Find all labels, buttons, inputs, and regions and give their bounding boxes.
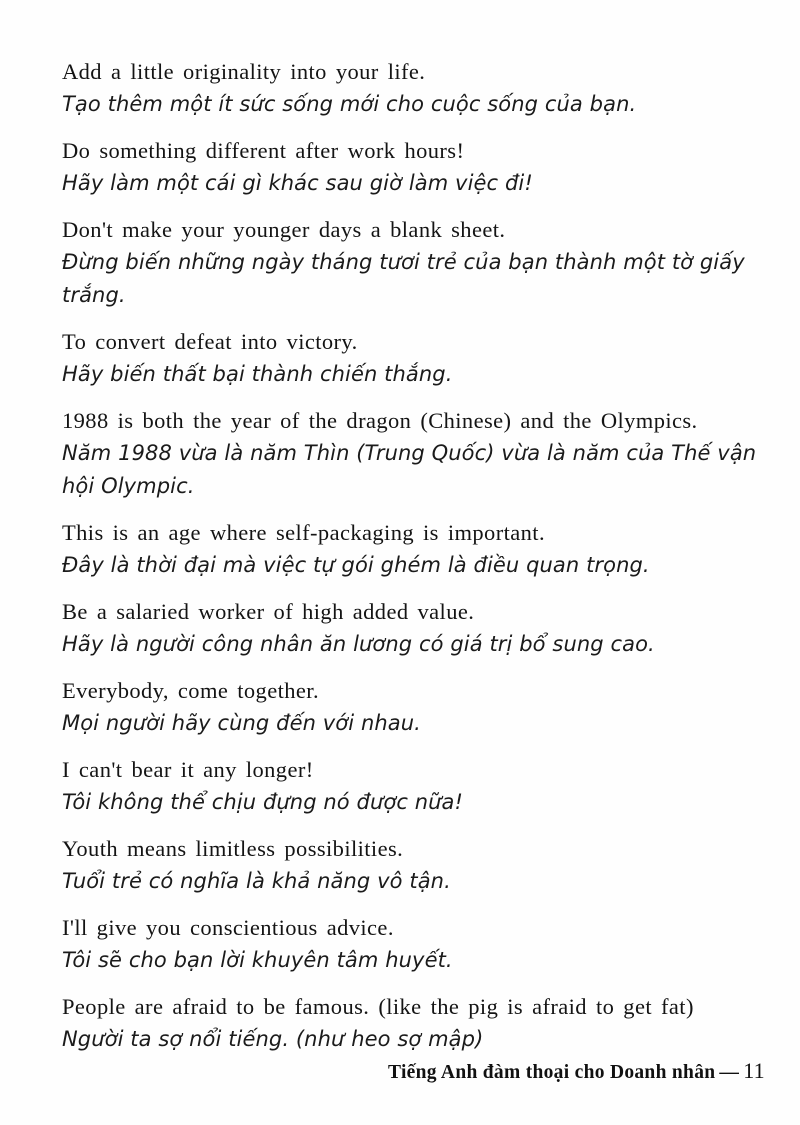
english-phrase: Do something different after work hours! (62, 138, 465, 163)
vietnamese-translation: Năm 1988 vừa là năm Thìn (Trung Quốc) vừa là năm của Thế vận hội Olympic. (62, 441, 757, 498)
english-phrase: 1988 is both the year of the dragon (Chinese) and the Olympics. (62, 408, 698, 433)
english-phrase: Don't make your younger days a blank sheet. (62, 217, 506, 242)
english-phrase: I can't bear it any longer! (62, 757, 314, 782)
english-phrase: Youth means limitless possibilities. (62, 836, 404, 861)
vietnamese-translation: Hãy là người công nhân ăn lương có giá trị bổ sung cao. (62, 632, 655, 656)
phrase-entry (62, 405, 764, 503)
footer-separator: — (719, 1062, 740, 1083)
phrase-entry (62, 912, 764, 977)
vietnamese-translation: Hãy biến thất bại thành chiến thắng. (62, 362, 453, 386)
page-footer (0, 1058, 765, 1084)
english-phrase: I'll give you conscientious advice. (62, 915, 394, 940)
vietnamese-translation: Tôi sẽ cho bạn lời khuyên tâm huyết. (62, 948, 453, 972)
phrase-entry (62, 833, 764, 898)
vietnamese-translation: Đây là thời đại mà việc tự gói ghém là điều quan trọng. (62, 553, 650, 577)
vietnamese-translation: Người ta sợ nổi tiếng. (như heo sợ mập) (62, 1027, 484, 1051)
book-title: Tiếng Anh đàm thoại cho Doanh nhân (388, 1062, 716, 1083)
phrase-entry (62, 675, 764, 740)
vietnamese-translation: Tôi không thể chịu đựng nó được nữa! (62, 790, 464, 814)
phrase-entry (62, 517, 764, 582)
page-number: 11 (743, 1058, 765, 1083)
vietnamese-translation: Hãy làm một cái gì khác sau giờ làm việc đi! (62, 171, 533, 195)
english-phrase: To convert defeat into victory. (62, 329, 358, 354)
english-phrase: People are afraid to be famous. (like the pig is afraid to get fat) (62, 994, 694, 1019)
phrase-list (62, 56, 764, 1070)
phrase-entry (62, 754, 764, 819)
english-phrase: Be a salaried worker of high added value. (62, 599, 475, 624)
phrase-entry (62, 596, 764, 661)
vietnamese-translation: Tạo thêm một ít sức sống mới cho cuộc sống của bạn. (62, 92, 637, 116)
english-phrase: This is an age where self-packaging is important. (62, 520, 545, 545)
english-phrase: Add a little originality into your life. (62, 59, 426, 84)
vietnamese-translation: Đừng biến những ngày tháng tươi trẻ của bạn thành một tờ giấy trắng. (62, 250, 745, 307)
english-phrase: Everybody, come together. (62, 678, 319, 703)
phrase-entry (62, 991, 764, 1056)
vietnamese-translation: Tuổi trẻ có nghĩa là khả năng vô tận. (62, 869, 451, 893)
phrase-entry (62, 56, 764, 121)
phrase-entry (62, 135, 764, 200)
vietnamese-translation: Mọi người hãy cùng đến với nhau. (62, 711, 421, 735)
phrase-entry (62, 214, 764, 312)
phrase-entry (62, 326, 764, 391)
